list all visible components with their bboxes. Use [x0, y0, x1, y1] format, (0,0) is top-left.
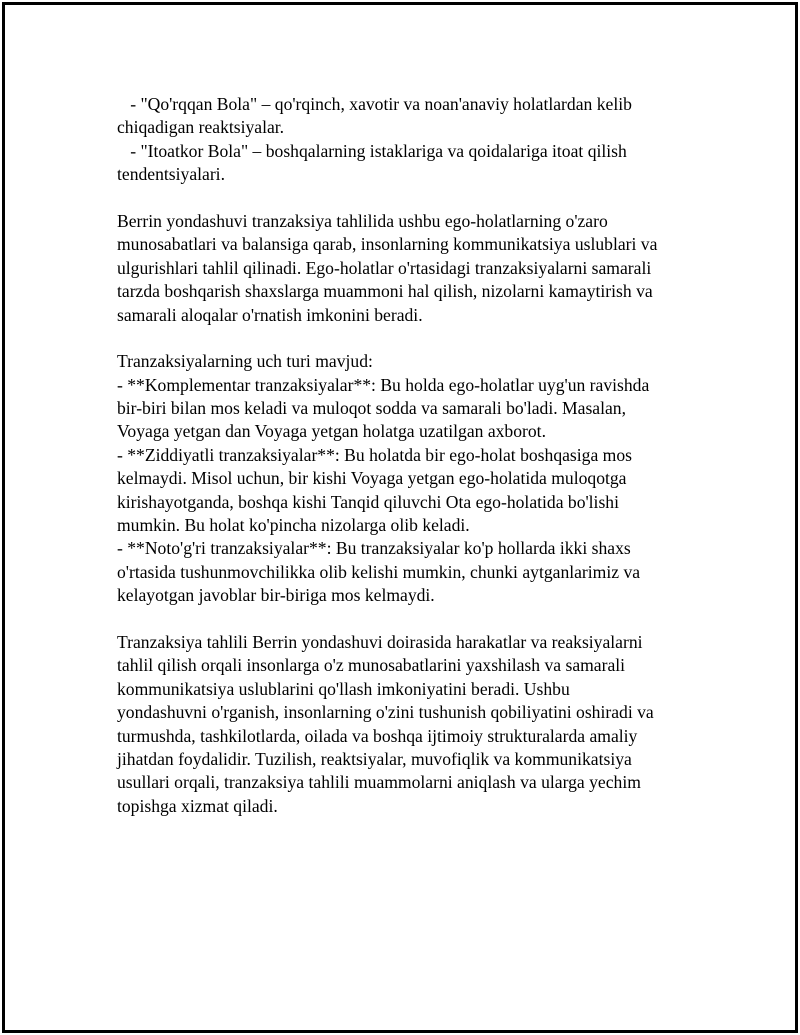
- paragraph-conclusion: [117, 631, 717, 818]
- text-line: - "Qo'rqqan Bola" – qo'rqinch, xavotir va noan'anaviy holatlardan kelib: [117, 94, 632, 114]
- text-line: samarali aloqalar o'rnatish imkonini beradi.: [117, 304, 423, 325]
- text-line: - "Itoatkor Bola" – boshqalarning istaklariga va qoidalariga itoat qilish: [117, 140, 627, 161]
- paragraph-berrin-approach: [117, 210, 717, 327]
- text-line: turmushda, tashkilotlarda, oilada va boshqa ijtimoiy strukturalarda amaliy: [117, 725, 638, 746]
- text-line: bir-biri bilan mos keladi va muloqot sodda va samarali bo'ladi. Masalan,: [117, 398, 627, 419]
- text-line: kelayotgan javoblar bir-biriga mos kelmaydi.: [117, 585, 435, 606]
- text-line: Voyaga yetgan dan Voyaga yetgan holatga uzatilgan axborot.: [117, 421, 546, 442]
- text-line: yondashuvni o'rganish, insonlarning o'zini tushunish qobiliyatini oshiradi va: [117, 702, 654, 723]
- text-line: tarzda boshqarish shaxslarga muammoni hal qilish, nizolarni kamaytirish va: [117, 281, 653, 302]
- paragraph-spacer: [117, 608, 717, 631]
- text-line: kelmaydi. Misol uchun, bir kishi Voyaga yetgan ego-holatida muloqotga: [117, 468, 627, 489]
- text-line: ulgurishlari tahlil qilinadi. Ego-holatlar o'rtasidagi tranzaksiyalarni samarali: [117, 257, 652, 278]
- text-line: topishga xizmat qiladi.: [117, 795, 278, 816]
- text-line: usullari orqali, tranzaksiya tahlili muammolarni aniqlash va ularga yechim: [117, 772, 641, 793]
- text-line: Tranzaksiyalarning uch turi mavjud:: [117, 351, 373, 372]
- text-line: o'rtasida tushunmovchilikka olib kelishi mumkin, chunki aytganlarimiz va: [117, 561, 641, 582]
- text-line: chiqadigan reaktsiyalar.: [117, 117, 285, 138]
- text-line: Berrin yondashuvi tranzaksiya tahlilida ushbu ego-holatlarning o'zaro: [117, 210, 608, 231]
- text-line: jihatdan foydalidir. Tuzilish, reaktsiyalar, muvofiqlik va kommunikatsiya: [117, 748, 632, 769]
- text-line: tendentsiyalari.: [117, 164, 225, 185]
- document-body: [117, 93, 717, 818]
- text-line: kommunikatsiya uslublarini qo'llash imkoniyatini beradi. Ushbu: [117, 678, 570, 699]
- paragraph-spacer: [117, 327, 717, 350]
- paragraph-spacer: [117, 187, 717, 210]
- text-line: mumkin. Bu holat ko'pincha nizolarga olib keladi.: [117, 515, 470, 536]
- text-line: - **Komplementar tranzaksiyalar**: Bu holda ego-holatlar uyg'un ravishda: [117, 374, 650, 395]
- paragraph-ego-states-list: [117, 93, 717, 187]
- text-line: Tranzaksiya tahlili Berrin yondashuvi doirasida harakatlar va reaksiyalarni: [117, 631, 643, 652]
- text-line: - **Ziddiyatli tranzaksiyalar**: Bu holatda bir ego-holat boshqasiga mos: [117, 444, 632, 465]
- paragraph-transaction-types: [117, 350, 717, 607]
- text-line: - **Noto'g'ri tranzaksiyalar**: Bu tranzaksiyalar ko'p hollarda ikki shaxs: [117, 538, 631, 559]
- text-line: kirishayotganda, boshqa kishi Tanqid qiluvchi Ota ego-holatida bo'lishi: [117, 491, 619, 512]
- text-line: munosabatlari va balansiga qarab, insonlarning kommunikatsiya uslublari va: [117, 234, 658, 255]
- text-line: tahlil qilish orqali insonlarga o'z munosabatlarini yaxshilash va samarali: [117, 655, 626, 676]
